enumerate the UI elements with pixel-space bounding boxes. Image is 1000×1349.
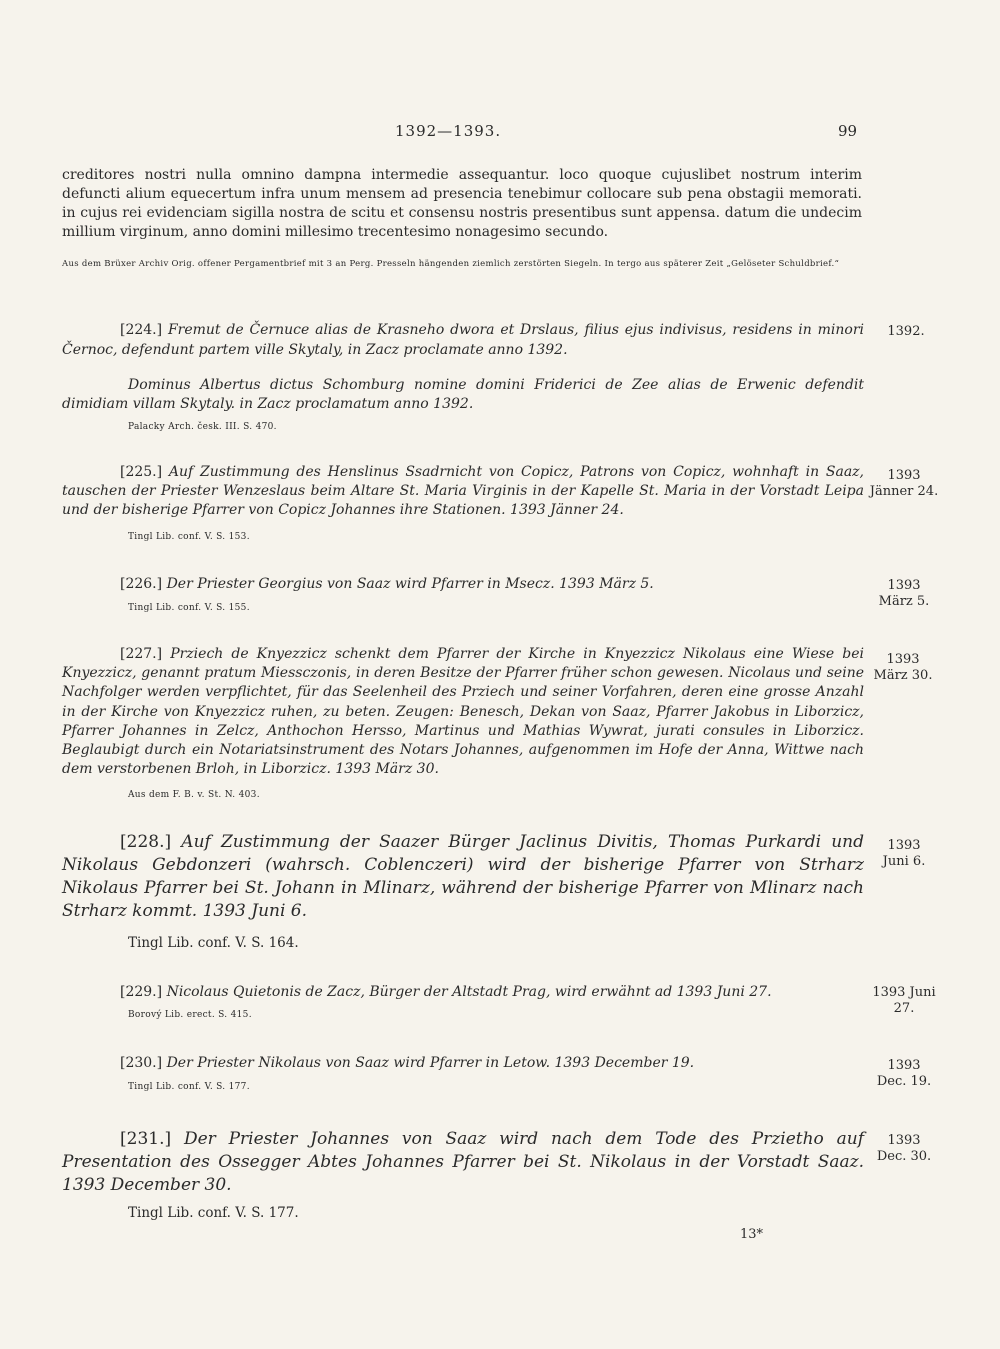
entry-226	[62, 575, 822, 594]
entry-text: Fremut de Černuce alias de Krasneho dwora et Drslaus, filius ejus indivisus, residens in minori Černoc, defendunt partem ville Skytaly, in Zacz proclamate anno 1392.	[62, 322, 864, 358]
entry-number: [225.]	[120, 464, 163, 480]
entry-number: [224.]	[120, 322, 163, 338]
entry-source: Tingl Lib. conf. V. S. 164.	[128, 935, 299, 951]
entry-text: Der Priester Johannes von Saaz wird nach dem Tode des Przietho auf Presentation des Ossegger Abtes Johannes Pfarrer bei St. Nikolaus in der Vorstadt Saaz. 1393 December 30.	[62, 1129, 864, 1195]
entry-source: Aus dem F. B. v. St. N. 403.	[128, 790, 260, 800]
running-header-years: 1392—1393.	[395, 122, 502, 140]
entry-number: [226.]	[120, 576, 163, 592]
intro-source-note: Aus dem Brüxer Archiv Orig. offener Pergamentbrief mit 3 an Perg. Presseln hängenden ziemlich zerstörten Siegeln. In tergo aus späterer Zeit „Gelöseter Schuldbrief.“	[62, 259, 840, 269]
entry-text: Der Priester Nikolaus von Saaz wird Pfarrer in Letow. 1393 December 19.	[166, 1055, 695, 1071]
entry-date: 1393 Jänner 24.	[869, 468, 939, 499]
entry-date: 1393 Juni 27.	[872, 985, 936, 1016]
entry-number: [227.]	[120, 646, 163, 662]
entry-230	[62, 1054, 842, 1073]
page-number: 99	[838, 122, 858, 140]
entry-text: Nicolaus Quietonis de Zacz, Bürger der Altstadt Prag, wird erwähnt ad 1393 Juni 27.	[166, 984, 772, 1000]
entry-source: Borový Lib. erect. S. 415.	[128, 1010, 252, 1020]
entry-text: Auf Zustimmung der Saazer Bürger Jaclinus Divitis, Thomas Purkardi und Nikolaus Gebdonzeri (wahrsch. Coblenczeri) wird der bisherige Pfarrer von Strharz Nikolaus Pfarrer bei St. Johann in Mlinarz, während der bisherige Pfarrer von Mlinarz nach Strharz kommt. 1393 Juni 6.	[62, 832, 865, 921]
entry-number: [228.]	[120, 832, 172, 852]
entry-source: Tingl Lib. conf. V. S. 153.	[128, 532, 250, 542]
entry-224-second-paragraph: Dominus Albertus dictus Schomburg nomine domini Friderici de Zee alias de Erwenic defendit dimidiam villam Skytaly. in Zacz proclamatum anno 1392.	[62, 377, 864, 412]
entry-text: Prziech de Knyezzicz schenkt dem Pfarrer der Kirche in Knyezzicz Nikolaus eine Wiese bei Knyezzicz, genannt pratum Miessczonis, in deren Besitze der Pfarrer früher schon gewesen. Nicolaus und seine Nachfolger werden verpflichtet, für das Seelenheil des Prziech und seiner Vorfahren, deren eine grosse Anzahl in der Kirche von Knyezzicz ruhen, zu beten. Zeugen: Benesch, Dekan von Saaz, Pfarrer Jakobus in Liborzicz, Pfarrer Johannes in Zelcz, Anthochon Hersso, Martinus und Mathias Wywrat, jurati consules in Liborzicz. Beglaubigt durch ein Notariatsinstrument des Notars Johannes, aufgenommen im Hofe der Anna, Wittwe nach dem verstorbenen Brloh, in Liborzicz. 1393 März 30.	[62, 646, 865, 778]
entry-date: 1393 Dec. 19.	[876, 1058, 932, 1089]
entry-225	[62, 463, 864, 520]
entry-text: Auf Zustimmung des Henslinus Ssadrnicht von Copicz, Patrons von Copicz, wohnhaft in Saaz, tauschen der Priester Wenzeslaus beim Altare St. Maria Virginis in der Kapelle St. Maria in der Vorstadt Leipa und der bisherige Pfarrer von Copicz Johannes ihre Stationen. 1393 Jänner 24.	[62, 464, 865, 518]
sheet-signature: 13*	[740, 1227, 764, 1242]
entry-text: Der Priester Georgius von Saaz wird Pfarrer in Msecz. 1393 März 5.	[166, 576, 654, 592]
entry-227	[62, 645, 864, 779]
entry-date: 1393 März 5.	[878, 578, 930, 609]
intro-paragraph: creditores nostri nulla omnino dampna intermedie assequantur. loco quoque cujuslibet nostrum interim defuncti alium equecertum infra unum mensem ad presencia tenebimur collocare sub pena obstagii memorati. in cujus rei evidenciam sigilla nostra de scitu et consensu nostris presentibus sunt appensa. datum die undecim millium virginum, anno domini millesimo trecentesimo nonagesimo secundo.	[62, 167, 862, 240]
entry-date: 1393 März 30.	[873, 652, 933, 683]
entry-224	[62, 320, 864, 360]
entry-number: [229.]	[120, 984, 163, 1000]
entry-number: [231.]	[120, 1129, 172, 1149]
entry-number: [230.]	[120, 1055, 163, 1071]
entry-date: 1393 Juni 6.	[882, 838, 926, 869]
entry-source: Palacky Arch. česk. III. S. 470.	[128, 422, 277, 432]
entry-source: Tingl Lib. conf. V. S. 155.	[128, 603, 250, 613]
entry-date: 1393 Dec. 30.	[876, 1133, 932, 1164]
entry-229	[62, 983, 842, 1002]
entry-228	[62, 831, 864, 923]
entry-source: Tingl Lib. conf. V. S. 177.	[128, 1205, 299, 1221]
entry-date: 1392.	[887, 324, 925, 339]
entry-source: Tingl Lib. conf. V. S. 177.	[128, 1082, 250, 1092]
entry-231	[62, 1128, 864, 1197]
